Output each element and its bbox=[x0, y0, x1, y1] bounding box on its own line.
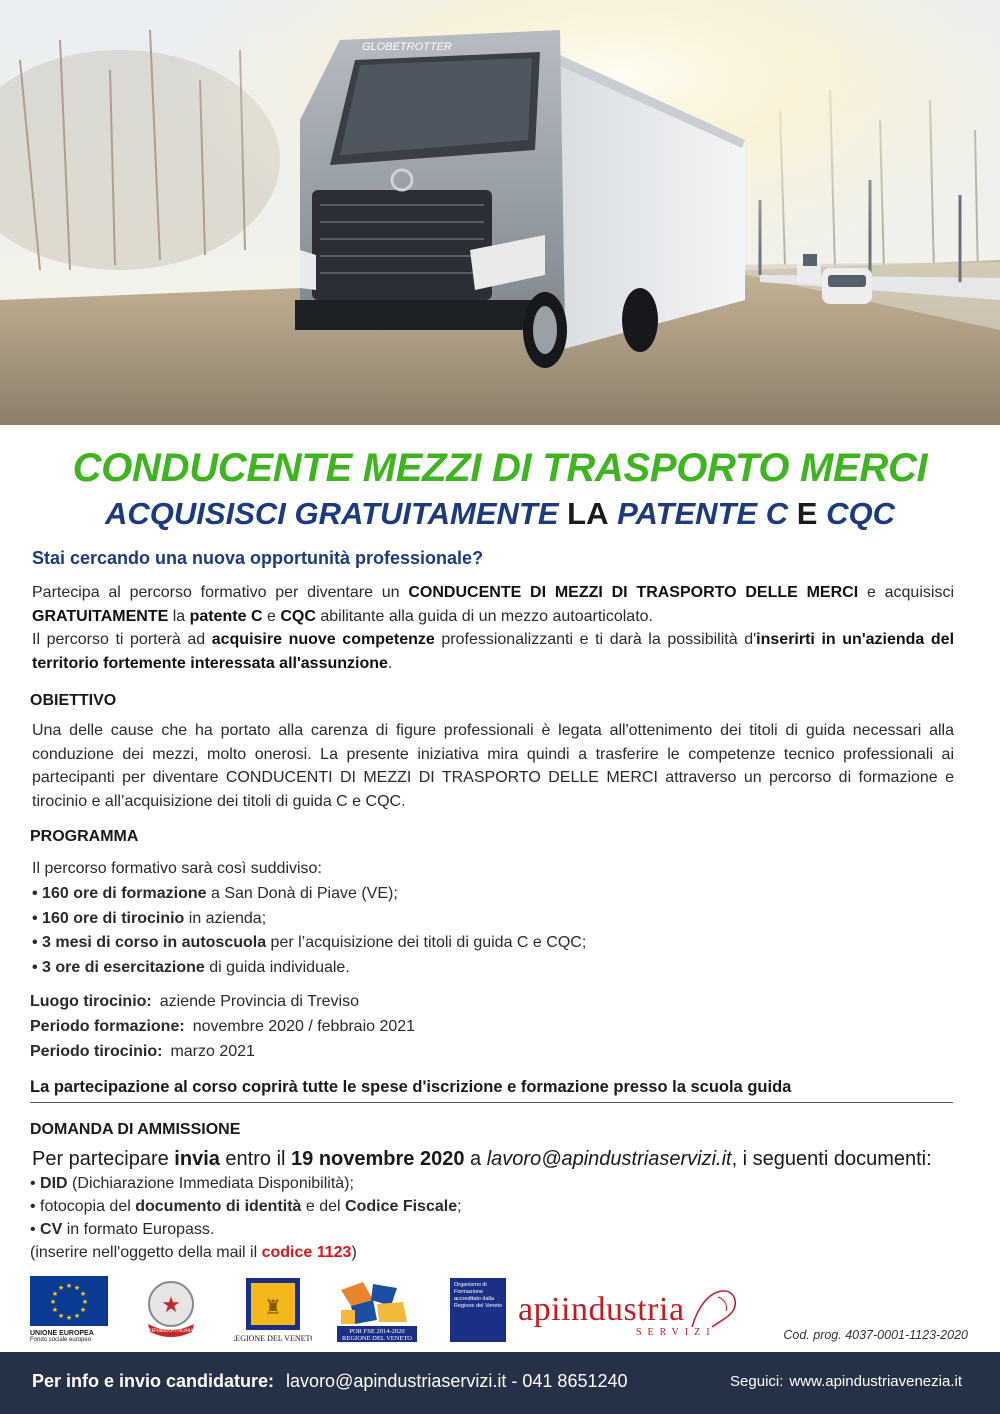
intro-text: Partecipa al percorso formativo per diventare un bbox=[32, 584, 409, 601]
item-bold: 3 mesi di corso in autoscuola bbox=[42, 934, 267, 951]
apindustria-servizi: SERVIZI bbox=[636, 1327, 716, 1338]
accreditation-badge: Organismo di Formazione accreditato dalla Regione del Veneto bbox=[450, 1278, 506, 1342]
eu-label bbox=[30, 1330, 94, 1343]
footer-follow-label: Seguici: bbox=[730, 1373, 784, 1390]
doc-bold: DID bbox=[40, 1175, 68, 1192]
list-item bbox=[32, 931, 586, 956]
subtitle-part-patente: PATENTE C bbox=[608, 496, 797, 531]
svg-text:★: ★ bbox=[65, 1314, 73, 1322]
svg-text:★: ★ bbox=[49, 1298, 57, 1306]
program-list bbox=[32, 882, 586, 980]
list-item bbox=[32, 956, 586, 981]
svg-text:★: ★ bbox=[79, 1290, 87, 1298]
intro-bold: GRATUITAMENTE bbox=[32, 607, 169, 625]
list-item bbox=[30, 1218, 462, 1241]
detail-row bbox=[30, 989, 415, 1014]
svg-text:★: ★ bbox=[73, 1284, 81, 1292]
svg-text:★: ★ bbox=[65, 1282, 73, 1290]
objective-heading: OBIETTIVO bbox=[30, 692, 117, 709]
apindustria-wordmark: apiindustria bbox=[518, 1291, 685, 1328]
detail-value: marzo 2021 bbox=[170, 1043, 255, 1060]
fse-label-2: REGIONE DEL VENETO bbox=[342, 1335, 412, 1342]
intro-bold: inserirti in un'azienda del territorio fortemente interessata all'assunzione bbox=[32, 631, 955, 672]
intro-bold: CQC bbox=[280, 607, 316, 625]
adm-bold: invia bbox=[174, 1148, 220, 1170]
subtitle-part-la: LA bbox=[567, 496, 609, 531]
doc-text: in formato Europass. bbox=[62, 1221, 215, 1238]
lion-outline-icon bbox=[688, 1287, 740, 1331]
intro-text: la bbox=[168, 607, 190, 625]
footer-contact-link[interactable]: lavoro@apindustriaservizi.it - 041 8651240 bbox=[286, 1371, 628, 1391]
intro-bold: acquisire nuove competenze bbox=[211, 631, 435, 648]
subject-note bbox=[30, 1244, 357, 1262]
doc-text: ; bbox=[457, 1198, 462, 1215]
intro-text: . bbox=[387, 654, 393, 672]
detail-row bbox=[30, 1039, 415, 1064]
admission-email-link[interactable]: lavoro@apindustriaservizi.it bbox=[486, 1148, 732, 1170]
admission-instructions bbox=[32, 1148, 932, 1171]
list-item bbox=[32, 882, 586, 907]
italy-label: REPUBBLICA ITALIANA bbox=[148, 1328, 194, 1333]
api-part: api bbox=[518, 1291, 562, 1328]
lion-icon: ♜ bbox=[264, 1295, 282, 1319]
detail-label: Periodo formazione: bbox=[30, 1018, 185, 1035]
detail-label: Luogo tirocinio: bbox=[30, 993, 152, 1010]
detail-value: novembre 2020 / febbraio 2021 bbox=[192, 1018, 416, 1035]
divider bbox=[30, 1102, 953, 1103]
detail-value: aziende Provincia di Treviso bbox=[159, 993, 359, 1010]
list-item bbox=[30, 1172, 462, 1195]
intro-text: professionalizzanti e ti darà la possibilità d' bbox=[434, 631, 757, 648]
footer-info-label: Per info e invio candidature: bbox=[32, 1371, 275, 1391]
svg-text:★: ★ bbox=[51, 1290, 59, 1298]
svg-text:★: ★ bbox=[51, 1306, 59, 1314]
doc-bold: CV bbox=[40, 1221, 63, 1238]
intro-bold: CONDUCENTE DI MEZZI DI TRASPORTO DELLE MERCI bbox=[408, 584, 859, 601]
documents-list bbox=[30, 1172, 462, 1241]
item-text: in azienda; bbox=[184, 909, 267, 927]
hero-brand-text: GLOBETROTTER bbox=[362, 41, 452, 53]
footer-follow bbox=[730, 1373, 968, 1390]
doc-bold: documento di identità bbox=[135, 1198, 302, 1215]
adm-text: entro il bbox=[219, 1148, 292, 1170]
program-heading: PROGRAMMA bbox=[30, 828, 139, 845]
course-code: codice 1123 bbox=[261, 1244, 352, 1261]
subtitle-part-a: ACQUISISCI GRATUITAMENTE bbox=[105, 496, 568, 531]
item-text: per l’acquisizione dei titoli di guida C e CQC; bbox=[266, 934, 587, 951]
adm-text: , i seguenti documenti: bbox=[731, 1148, 932, 1170]
intro-text: abilitante alla guida di un mezzo autoarticolato. bbox=[315, 607, 653, 625]
footer-website-link[interactable]: www.apindustriavenezia.it bbox=[789, 1373, 962, 1390]
doc-text: (Dichiarazione Immediata Disponibilità); bbox=[67, 1175, 354, 1192]
item-text: di guida individuale. bbox=[204, 958, 350, 976]
intro-paragraph bbox=[32, 581, 954, 675]
eu-stars-icon bbox=[30, 1276, 108, 1326]
note-text: (inserire nell'oggetto della mail il bbox=[30, 1244, 262, 1261]
list-item bbox=[30, 1195, 462, 1218]
regione-veneto-logo bbox=[234, 1276, 312, 1344]
svg-text:★: ★ bbox=[79, 1306, 87, 1314]
program-intro: Il percorso formativo sarà così suddiviso: bbox=[32, 860, 322, 877]
apindustria-logo bbox=[518, 1287, 738, 1339]
headline-subtitle bbox=[0, 496, 1000, 532]
svg-text:★: ★ bbox=[81, 1298, 89, 1306]
veneto-label: REGIONE DEL VENETO bbox=[234, 1334, 312, 1343]
item-text: a San Donà di Piave (VE); bbox=[206, 885, 398, 902]
doc-bold: Codice Fiscale bbox=[345, 1198, 458, 1215]
intro-text: Il percorso ti porterà ad bbox=[32, 631, 212, 648]
item-bold: 160 ore di formazione bbox=[42, 885, 207, 902]
svg-text:★: ★ bbox=[57, 1284, 65, 1292]
doc-text: e del bbox=[301, 1198, 346, 1215]
svg-text:★: ★ bbox=[57, 1312, 65, 1320]
list-item bbox=[32, 907, 586, 932]
adm-text: a bbox=[464, 1148, 487, 1170]
admission-heading: DOMANDA DI AMMISSIONE bbox=[30, 1121, 241, 1138]
footer-info bbox=[32, 1371, 628, 1392]
item-bold: 3 ore di esercitazione bbox=[42, 958, 205, 976]
eu-title: UNIONE EUROPEA bbox=[30, 1330, 94, 1337]
intro-text: e acquisisci bbox=[858, 584, 954, 601]
project-code: Cod. prog. 4037-0001-1123-2020 bbox=[783, 1328, 968, 1342]
doc-text: fotocopia del bbox=[40, 1198, 136, 1215]
star-icon: ★ bbox=[161, 1293, 181, 1318]
details-block bbox=[30, 989, 415, 1064]
eu-subtitle: Fondo sociale europeo bbox=[30, 1337, 92, 1343]
objective-text: Una delle cause che ha portato alla carenza di figure professionali è legata all'ottenimento dei titoli di guida necessari alla conduzione dei mezzi, molto onerosi. La presente iniziativa mira quindi a trasferire le competenze tecnico professionali ai partecipanti per diventare CONDUCENTI DI MEZZI DI TRASPORTO DELLE MERCI attraverso un percorso di formazione e tirocinio e all’acquisizione dei titoli di guida C e CQC. bbox=[32, 722, 954, 810]
italian-republic-emblem bbox=[142, 1276, 200, 1340]
svg-text:★: ★ bbox=[73, 1312, 81, 1320]
lead-question: Stai cercando una nuova opportunità professionale? bbox=[32, 548, 484, 568]
subtitle-part-e: E bbox=[796, 496, 818, 531]
detail-label: Periodo tirocinio: bbox=[30, 1043, 163, 1060]
por-fse-logo bbox=[333, 1280, 421, 1344]
hero-truck-photo bbox=[0, 0, 1000, 425]
note-text: ) bbox=[351, 1244, 357, 1261]
eu-flag-logo bbox=[30, 1276, 108, 1326]
headline-title: CONDUCENTE MEZZI DI TRASPORTO MERCI bbox=[72, 446, 928, 490]
coverage-statement: La partecipazione al corso coprirà tutte le spese d'iscrizione e formazione presso la scuola guida bbox=[30, 1078, 792, 1096]
intro-bold: patente C bbox=[189, 607, 263, 625]
footer-bar bbox=[0, 1352, 1000, 1414]
detail-row bbox=[30, 1014, 415, 1039]
api-part: ndustria bbox=[571, 1291, 685, 1328]
item-bold: 160 ore di tirocinio bbox=[42, 909, 185, 927]
intro-text: e bbox=[262, 607, 281, 625]
adm-text: Per partecipare bbox=[32, 1148, 175, 1170]
fse-label-1: POR FSE 2014-2020 bbox=[349, 1328, 405, 1335]
subtitle-part-cqc: CQC bbox=[817, 496, 895, 531]
adm-deadline: 19 novembre 2020 bbox=[291, 1148, 465, 1170]
